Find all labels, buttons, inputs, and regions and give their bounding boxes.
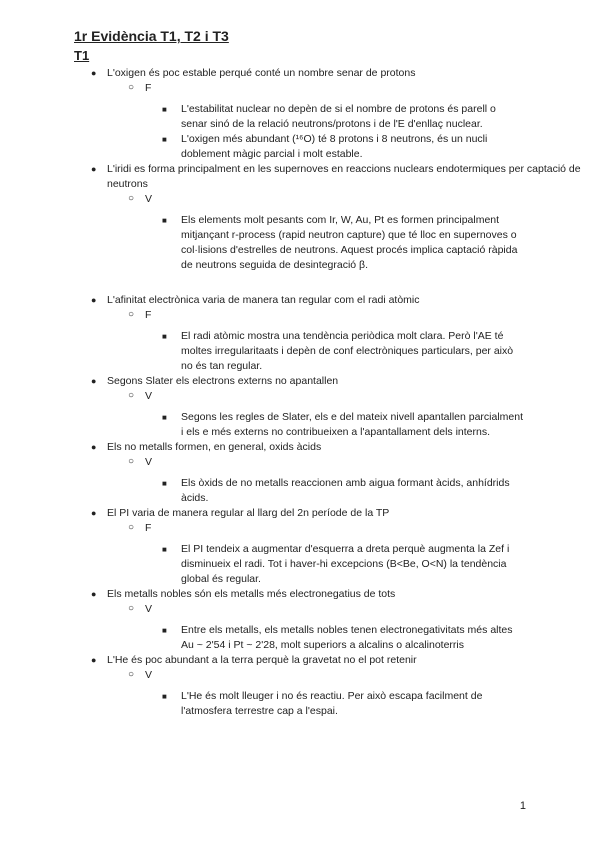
explanation: L'He és molt lleuger i no és reactiu. Per això escapa facilment de l'atmosfera terrestre cap a l'espai. xyxy=(181,690,483,717)
answer-item xyxy=(0,389,600,404)
bullet-square-icon: ■ xyxy=(162,545,167,554)
answer: V xyxy=(145,390,153,402)
bullet-circle-icon: ○ xyxy=(128,193,135,204)
answer-item xyxy=(0,602,600,617)
explanation: Segons les regles de Slater, els e del mateix nivell apantallen parcialment i els e més externs no contribueixen a l'apantallament dels interns. xyxy=(181,411,524,438)
bullet-disc-icon: ● xyxy=(91,164,97,174)
list-item xyxy=(0,440,600,455)
answer: F xyxy=(145,309,152,321)
answer-item xyxy=(0,81,600,96)
section-heading: T1 xyxy=(74,48,90,63)
statement: Els metalls nobles són els metalls més electronegatius de tots xyxy=(107,588,396,600)
bullet-square-icon: ■ xyxy=(162,216,167,225)
list-item xyxy=(0,66,600,81)
explanation-item xyxy=(0,213,600,273)
explanation-item xyxy=(0,329,600,374)
bullet-circle-icon: ○ xyxy=(128,309,135,320)
statement: L'oxigen és poc estable perqué conté un nombre senar de protons xyxy=(107,67,416,79)
bullet-square-icon: ■ xyxy=(162,626,167,635)
explanation: El radi atòmic mostra una tendència periòdica molt clara. Però l'AE té moltes irregularitaats i depèn de conf electròniques particulars, per això no és tan regular. xyxy=(181,330,514,372)
bullet-square-icon: ■ xyxy=(162,479,167,488)
statement: L'afinitat electrònica varia de manera tan regular com el radi atòmic xyxy=(107,294,420,306)
page-number: 1 xyxy=(519,800,526,812)
answer-item xyxy=(0,192,600,207)
answer-item xyxy=(0,455,600,470)
statement: Els no metalls formen, en general, oxids àcids xyxy=(107,441,322,453)
answer: V xyxy=(145,669,153,681)
bullet-disc-icon: ● xyxy=(91,295,97,305)
bullet-circle-icon: ○ xyxy=(128,390,135,401)
answer: F xyxy=(145,522,152,534)
list-item xyxy=(0,653,600,668)
bullet-circle-icon: ○ xyxy=(128,603,135,614)
bullet-square-icon: ■ xyxy=(162,135,167,144)
statement: L'He és poc abundant a la terra perquè la gravetat no el pot retenir xyxy=(107,654,417,666)
list-item xyxy=(0,162,600,192)
bullet-circle-icon: ○ xyxy=(128,669,135,680)
answer-item xyxy=(0,668,600,683)
answer-item xyxy=(0,521,600,536)
explanation-item xyxy=(0,410,600,440)
list-item xyxy=(0,506,600,521)
answer: V xyxy=(145,456,153,468)
answer: F xyxy=(145,82,152,94)
explanation: L'oxigen més abundant (¹⁶O) té 8 protons i 8 neutrons, és un nucli doblement màgic parcial i molt estable. xyxy=(181,133,488,160)
explanation-item xyxy=(0,132,600,162)
answer: V xyxy=(145,193,153,205)
bullet-circle-icon: ○ xyxy=(128,456,135,467)
bullet-square-icon: ■ xyxy=(162,692,167,701)
explanation: Els elements molt pesants com Ir, W, Au, Pt es formen principalment mitjançant r-process (rapid neutron capture) que té lloc en supernoves o col·lisions d'estrelles de neutrons. Aquest procés implica captació ràpida de neutrons seguida de desintegració β. xyxy=(181,214,518,271)
bullet-disc-icon: ● xyxy=(91,68,97,78)
bullet-circle-icon: ○ xyxy=(128,522,135,533)
answer: V xyxy=(145,603,153,615)
list-item xyxy=(0,374,600,389)
bullet-circle-icon: ○ xyxy=(128,82,135,93)
bullet-disc-icon: ● xyxy=(91,376,97,386)
explanation: Els òxids de no metalls reaccionen amb aigua formant àcids, anhídrids àcids. xyxy=(181,477,510,504)
statement: El PI varia de manera regular al llarg del 2n període de la TP xyxy=(107,507,390,519)
explanation: Entre els metalls, els metalls nobles tenen electronegativitats més altes Au ~ 2'54 i Pt ~ 2'28, molt superiors a alcalins o alcalinoterris xyxy=(181,624,513,651)
explanation-item xyxy=(0,623,600,653)
page-title: 1r Evidència T1, T2 i T3 xyxy=(74,28,229,44)
statement: Segons Slater els electrons externs no apantallen xyxy=(107,375,339,387)
explanation-item xyxy=(0,102,600,132)
bullet-disc-icon: ● xyxy=(91,442,97,452)
explanation: L'estabilitat nuclear no depèn de si el nombre de protons és parell o senar sinó de la relació neutrons/protons i de l'E d'enllaç nuclear. xyxy=(181,103,496,130)
bullet-disc-icon: ● xyxy=(91,508,97,518)
explanation-item xyxy=(0,476,600,506)
statement: L'iridi es forma principalment en les supernoves en reaccions nuclears endotermiques per captació de neutrons xyxy=(107,163,581,190)
bullet-square-icon: ■ xyxy=(162,413,167,422)
question-list xyxy=(0,66,600,719)
bullet-disc-icon: ● xyxy=(91,655,97,665)
explanation-item xyxy=(0,542,600,587)
list-item xyxy=(0,587,600,602)
bullet-square-icon: ■ xyxy=(162,332,167,341)
answer-item xyxy=(0,308,600,323)
list-item xyxy=(0,293,600,308)
bullet-disc-icon: ● xyxy=(91,589,97,599)
explanation: El PI tendeix a augmentar d'esquerra a dreta perquè augmenta la Zef i disminueix el radi. Tot i haver-hi excepcions (B<Be, O<N) la tendència global és regular. xyxy=(181,543,510,585)
explanation-item xyxy=(0,689,600,719)
bullet-square-icon: ■ xyxy=(162,105,167,114)
